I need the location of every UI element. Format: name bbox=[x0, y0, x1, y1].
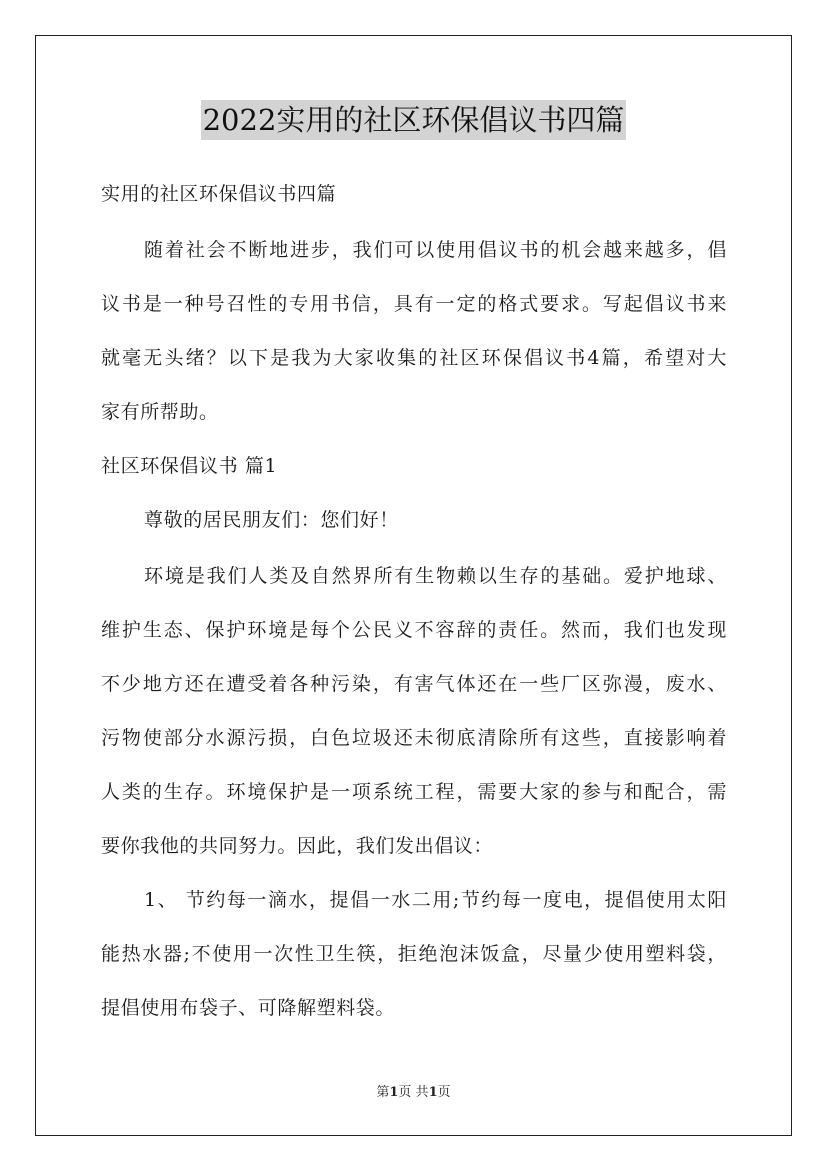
intro-line-2: 议书是一种号召性的专用书信，具有一定的格式要求。写起倡议书来 bbox=[101, 293, 727, 315]
footer-mid: 页 共 bbox=[398, 1085, 429, 1100]
document-title: 2022实用的社区环保倡议书四篇 bbox=[201, 100, 627, 140]
greeting: 尊敬的居民朋友们：您们好！ bbox=[144, 509, 399, 531]
section-heading: 社区环保倡议书 篇1 bbox=[101, 455, 278, 477]
page-footer bbox=[0, 1084, 827, 1102]
footer-page-total: 1 bbox=[428, 1085, 438, 1100]
body-line-6: 要你我他的共同努力。因此，我们发出倡议： bbox=[101, 835, 494, 857]
body-line-3: 不少地方还在遭受着各种污染，有害气体还在一些厂区弥漫，废水、 bbox=[101, 673, 727, 695]
footer-suffix: 页 bbox=[437, 1085, 451, 1100]
intro-line-4: 家有所帮助。 bbox=[101, 401, 219, 423]
title-container bbox=[0, 100, 827, 140]
body-line-4: 污物使部分水源污损，白色垃圾还未彻底清除所有这些，直接影响着 bbox=[101, 727, 727, 749]
body-line-2: 维护生态、保护环境是每个公民义不容辞的责任。然而，我们也发现 bbox=[101, 619, 727, 641]
body-line-5: 人类的生存。环境保护是一项系统工程，需要大家的参与和配合，需 bbox=[101, 781, 727, 803]
intro-line-1: 随着社会不断地进步，我们可以使用倡议书的机会越来越多，倡 bbox=[144, 239, 727, 261]
intro-line-3: 就毫无头绪？以下是我为大家收集的社区环保倡议书4篇，希望对大 bbox=[101, 347, 727, 369]
footer-page-number: 1 bbox=[389, 1085, 399, 1100]
footer-prefix: 第 bbox=[376, 1085, 390, 1100]
item1-line-1: 1、 节约每一滴水，提倡一水二用;节约每一度电，提倡使用太阳 bbox=[144, 889, 727, 911]
subtitle: 实用的社区环保倡议书四篇 bbox=[101, 183, 337, 205]
body-line-1: 环境是我们人类及自然界所有生物赖以生存的基础。爱护地球、 bbox=[144, 565, 727, 587]
item1-line-3: 提倡使用布袋子、可降解塑料袋。 bbox=[101, 997, 396, 1019]
item1-line-2: 能热水器;不使用一次性卫生筷，拒绝泡沫饭盒，尽量少使用塑料袋， bbox=[101, 943, 727, 965]
